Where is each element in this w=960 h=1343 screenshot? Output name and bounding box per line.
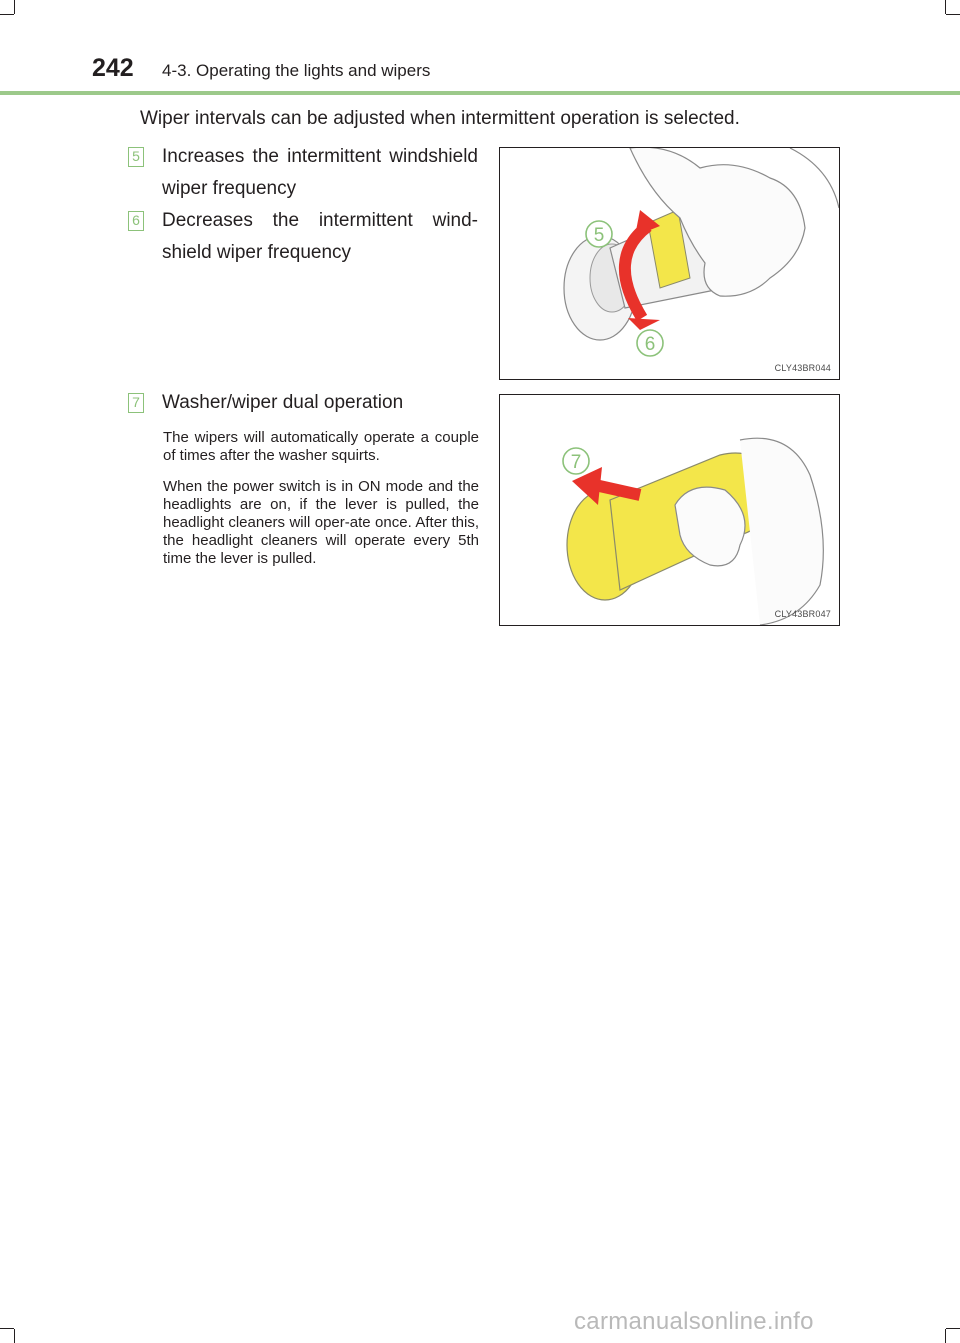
wiper-lever-illustration bbox=[500, 148, 839, 379]
callout-6: 6 bbox=[644, 334, 656, 355]
figure-washer-operation bbox=[499, 394, 840, 626]
figure-code: CLY43BR044 bbox=[774, 363, 831, 373]
note-headlight-cleaners: When the power switch is in ON mode and the headlights are on, if the lever is pulled, the headlight cleaners will oper-ate once. After this, the headlight cleaners will operate every 5th time the lever is pulled. bbox=[163, 478, 479, 567]
page-number: 242 bbox=[92, 54, 134, 82]
washer-lever-illustration bbox=[500, 395, 839, 625]
crop-mark bbox=[945, 1329, 946, 1343]
marker-7: 7 bbox=[128, 393, 144, 413]
intro-text: Wiper intervals can be adjusted when intermittent operation is selected. bbox=[140, 108, 740, 129]
crop-mark bbox=[14, 0, 15, 14]
item-6-text: Decreases the intermittent wind-shield wiper frequency bbox=[162, 210, 478, 263]
watermark: carmanualsonline.info bbox=[574, 1308, 814, 1335]
crop-mark bbox=[945, 0, 946, 14]
item-5-text: Increases the intermittent windshield wiper frequency bbox=[162, 146, 478, 199]
callout-7: 7 bbox=[570, 452, 582, 473]
figure-wiper-frequency bbox=[499, 147, 840, 380]
crop-mark bbox=[0, 14, 14, 15]
marker-5: 5 bbox=[128, 147, 144, 167]
figure-code: CLY43BR047 bbox=[774, 609, 831, 619]
crop-mark bbox=[0, 1328, 14, 1329]
crop-mark bbox=[946, 1328, 960, 1329]
header-rule bbox=[0, 91, 960, 95]
callout-5: 5 bbox=[593, 225, 605, 246]
marker-6: 6 bbox=[128, 211, 144, 231]
crop-mark bbox=[946, 14, 960, 15]
item-7-text: Washer/wiper dual operation bbox=[162, 392, 404, 413]
crop-mark bbox=[14, 1329, 15, 1343]
note-wipers-auto: The wipers will automatically operate a couple of times after the washer squirts. bbox=[163, 429, 479, 464]
section-title: 4-3. Operating the lights and wipers bbox=[162, 61, 431, 80]
